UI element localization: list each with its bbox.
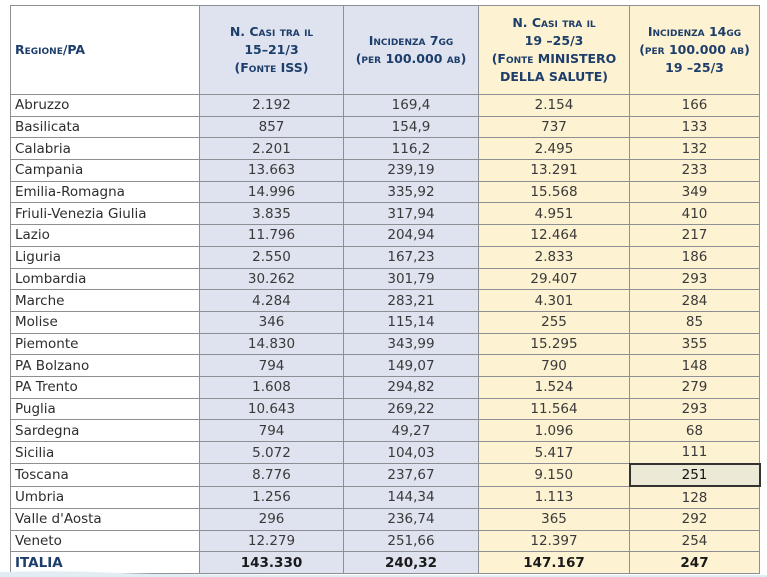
cell-cases-iss: 14.830 <box>200 333 344 355</box>
table-row <box>11 246 760 268</box>
table-row <box>11 464 760 487</box>
table-row <box>11 116 760 138</box>
cell-incidence-7: 240,32 <box>344 552 479 574</box>
table-row <box>11 290 760 312</box>
table-row <box>11 333 760 355</box>
table-row <box>11 181 760 203</box>
cell-cases-ministry: 11.564 <box>479 398 630 420</box>
cell-cases-ministry: 4.301 <box>479 290 630 312</box>
cell-cases-iss: 794 <box>200 355 344 377</box>
cell-cases-iss: 4.284 <box>200 290 344 312</box>
cell-cases-iss: 11.796 <box>200 225 344 247</box>
cell-cases-ministry: 5.417 <box>479 442 630 464</box>
cell-region: Sardegna <box>11 420 200 442</box>
table-row <box>11 311 760 333</box>
cell-cases-iss: 30.262 <box>200 268 344 290</box>
cell-region: Sicilia <box>11 442 200 464</box>
table-row <box>11 420 760 442</box>
cell-cases-iss: 2.201 <box>200 138 344 160</box>
cell-incidence-7: 335,92 <box>344 181 479 203</box>
cell-region: ITALIA <box>11 552 200 574</box>
cell-cases-ministry: 1.096 <box>479 420 630 442</box>
cell-incidence-7: 115,14 <box>344 311 479 333</box>
cell-incidence-14: 247 <box>630 552 760 574</box>
cell-region: Campania <box>11 160 200 182</box>
cell-region: Puglia <box>11 398 200 420</box>
cell-region: Veneto <box>11 530 200 552</box>
cell-cases-ministry: 255 <box>479 311 630 333</box>
cell-cases-iss: 10.643 <box>200 398 344 420</box>
cell-incidence-7: 283,21 <box>344 290 479 312</box>
cell-incidence-14: 111 <box>630 442 760 464</box>
cell-incidence-7: 317,94 <box>344 203 479 225</box>
cell-incidence-14: 355 <box>630 333 760 355</box>
cell-cases-ministry: 365 <box>479 509 630 531</box>
cell-cases-ministry: 12.397 <box>479 530 630 552</box>
cell-cases-ministry: 737 <box>479 116 630 138</box>
cell-incidence-7: 144,34 <box>344 486 479 508</box>
cell-incidence-14: 293 <box>630 398 760 420</box>
cell-incidence-7: 116,2 <box>344 138 479 160</box>
cell-cases-ministry: 29.407 <box>479 268 630 290</box>
cell-incidence-7: 239,19 <box>344 160 479 182</box>
cell-cases-iss: 296 <box>200 509 344 531</box>
table-row <box>11 486 760 508</box>
regional-cases-table <box>10 5 761 574</box>
cell-region: Toscana <box>11 464 200 487</box>
cell-cases-iss: 346 <box>200 311 344 333</box>
cell-cases-ministry: 1.113 <box>479 486 630 508</box>
header-region: Regione/PA <box>11 6 200 95</box>
cell-incidence-14: 293 <box>630 268 760 290</box>
cell-incidence-7: 204,94 <box>344 225 479 247</box>
cell-incidence-14: 68 <box>630 420 760 442</box>
cell-incidence-14: 349 <box>630 181 760 203</box>
table-row <box>11 376 760 398</box>
cell-cases-iss: 5.072 <box>200 442 344 464</box>
cell-cases-iss: 1.256 <box>200 486 344 508</box>
cell-cases-iss: 12.279 <box>200 530 344 552</box>
table-header-row <box>11 6 760 95</box>
cell-incidence-7: 251,66 <box>344 530 479 552</box>
table-row <box>11 203 760 225</box>
cell-incidence-7: 154,9 <box>344 116 479 138</box>
cell-incidence-14: 233 <box>630 160 760 182</box>
cell-region: Friuli-Venezia Giulia <box>11 203 200 225</box>
cell-incidence-14: 186 <box>630 246 760 268</box>
table-row <box>11 442 760 464</box>
cell-incidence-7: 237,67 <box>344 464 479 487</box>
cell-cases-ministry: 15.568 <box>479 181 630 203</box>
covid-regional-table-sheet <box>10 5 759 574</box>
cell-cases-iss: 857 <box>200 116 344 138</box>
header-incidence-14: Incidenza 14gg (per 100.000 ab) 19 –25/3 <box>630 6 760 95</box>
table-row <box>11 509 760 531</box>
cell-cases-ministry: 2.154 <box>479 95 630 117</box>
header-cases-iss: N. Casi tra il 15–21/3 (Fonte ISS) <box>200 6 344 95</box>
cell-region: Lazio <box>11 225 200 247</box>
cell-incidence-14: 292 <box>630 509 760 531</box>
cell-region: PA Trento <box>11 376 200 398</box>
table-row <box>11 138 760 160</box>
table-row <box>11 160 760 182</box>
table-row <box>11 398 760 420</box>
cell-incidence-14: 279 <box>630 376 760 398</box>
cell-cases-ministry: 12.464 <box>479 225 630 247</box>
cell-cases-iss: 3.835 <box>200 203 344 225</box>
cell-cases-ministry: 2.495 <box>479 138 630 160</box>
cell-cases-ministry: 790 <box>479 355 630 377</box>
cell-cases-iss: 794 <box>200 420 344 442</box>
cell-incidence-7: 236,74 <box>344 509 479 531</box>
cell-cases-ministry: 13.291 <box>479 160 630 182</box>
cell-region: Valle d'Aosta <box>11 509 200 531</box>
cell-incidence-14: 166 <box>630 95 760 117</box>
cell-incidence-14: 254 <box>630 530 760 552</box>
cell-region: Marche <box>11 290 200 312</box>
cell-region: Molise <box>11 311 200 333</box>
cell-cases-ministry: 1.524 <box>479 376 630 398</box>
table-row <box>11 95 760 117</box>
cell-region: Piemonte <box>11 333 200 355</box>
cell-cases-iss: 2.550 <box>200 246 344 268</box>
cell-cases-iss: 2.192 <box>200 95 344 117</box>
cell-region: Liguria <box>11 246 200 268</box>
cell-cases-iss: 8.776 <box>200 464 344 487</box>
cell-incidence-14-highlighted: 251 <box>630 464 760 487</box>
cell-cases-ministry: 2.833 <box>479 246 630 268</box>
cell-cases-iss: 1.608 <box>200 376 344 398</box>
cell-incidence-7: 149,07 <box>344 355 479 377</box>
cell-incidence-7: 301,79 <box>344 268 479 290</box>
cell-region: Abruzzo <box>11 95 200 117</box>
cell-region: Lombardia <box>11 268 200 290</box>
cell-incidence-14: 148 <box>630 355 760 377</box>
header-incidence-7: Incidenza 7gg (per 100.000 ab) <box>344 6 479 95</box>
cell-incidence-14: 410 <box>630 203 760 225</box>
table-row <box>11 225 760 247</box>
cell-region: Calabria <box>11 138 200 160</box>
cell-incidence-7: 104,03 <box>344 442 479 464</box>
cell-incidence-14: 133 <box>630 116 760 138</box>
cell-incidence-7: 269,22 <box>344 398 479 420</box>
table-row <box>11 268 760 290</box>
cell-incidence-7: 167,23 <box>344 246 479 268</box>
cell-cases-ministry: 147.167 <box>479 552 630 574</box>
cell-incidence-14: 217 <box>630 225 760 247</box>
cell-cases-iss: 13.663 <box>200 160 344 182</box>
cell-region: Umbria <box>11 486 200 508</box>
cell-cases-ministry: 4.951 <box>479 203 630 225</box>
header-cases-ministry: N. Casi tra il 19 –25/3 (Fonte MINISTERO DELLA SALUTE) <box>479 6 630 95</box>
cell-region: Emilia-Romagna <box>11 181 200 203</box>
cell-cases-ministry: 15.295 <box>479 333 630 355</box>
cell-incidence-7: 343,99 <box>344 333 479 355</box>
cell-incidence-7: 294,82 <box>344 376 479 398</box>
table-row <box>11 530 760 552</box>
cell-incidence-14: 284 <box>630 290 760 312</box>
cell-incidence-14: 85 <box>630 311 760 333</box>
decorative-wave <box>0 570 767 577</box>
cell-region: PA Bolzano <box>11 355 200 377</box>
cell-cases-ministry: 9.150 <box>479 464 630 487</box>
cell-incidence-14: 128 <box>630 486 760 508</box>
cell-region: Basilicata <box>11 116 200 138</box>
cell-cases-iss: 143.330 <box>200 552 344 574</box>
cell-incidence-7: 169,4 <box>344 95 479 117</box>
table-row <box>11 355 760 377</box>
cell-cases-iss: 14.996 <box>200 181 344 203</box>
cell-incidence-14: 132 <box>630 138 760 160</box>
table-body <box>11 95 760 574</box>
cell-incidence-7: 49,27 <box>344 420 479 442</box>
